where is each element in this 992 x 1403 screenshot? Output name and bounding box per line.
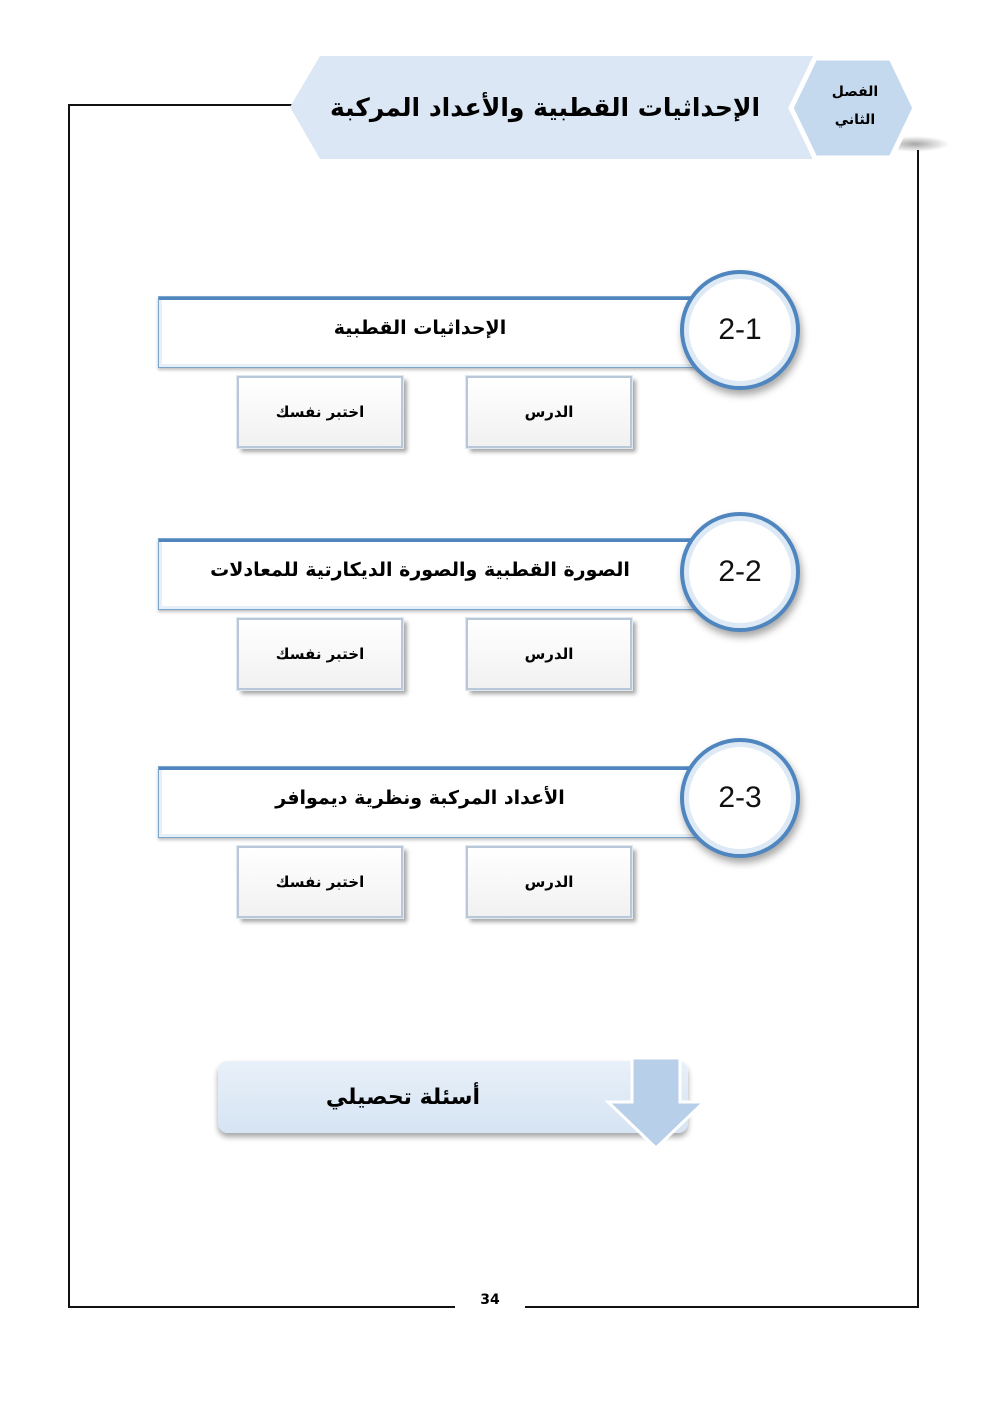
exam-questions-label: أسئلة تحصيلي	[325, 1084, 481, 1110]
lesson-number-badge: 2-3	[680, 738, 800, 858]
self-test-button[interactable]: اختبر نفسك	[237, 846, 403, 918]
frame-bottom-line-left	[68, 1306, 455, 1308]
self-test-button[interactable]: اختبر نفسك	[237, 376, 403, 448]
chapter-title: الإحداثيات القطبية والأعداد المركبة	[329, 93, 761, 122]
lesson-title: الصورة القطبية والصورة الديكارتية للمعادلات	[210, 559, 630, 581]
self-test-button[interactable]: اختبر نفسك	[237, 618, 403, 690]
lesson-button[interactable]: الدرس	[466, 376, 632, 448]
page-number: 34	[480, 1292, 500, 1308]
lesson-button[interactable]: الدرس	[466, 618, 632, 690]
frame-left-line	[68, 104, 70, 1308]
lesson-title: الأعداد المركبة ونظرية ديموافر	[275, 787, 565, 809]
lesson-title: الإحداثيات القطبية	[333, 317, 507, 339]
lesson-button[interactable]: الدرس	[466, 846, 632, 918]
frame-right-line	[917, 150, 919, 1308]
chapter-label	[812, 78, 898, 134]
lesson-number-badge: 2-2	[680, 512, 800, 632]
chapter-label-line2: الثاني	[834, 112, 876, 128]
lesson-number-badge: 2-1	[680, 270, 800, 390]
down-arrow-icon	[600, 1058, 710, 1154]
frame-top-line	[68, 104, 296, 106]
chapter-label-line1: الفصل	[831, 84, 879, 100]
frame-bottom-line-right	[525, 1306, 919, 1308]
